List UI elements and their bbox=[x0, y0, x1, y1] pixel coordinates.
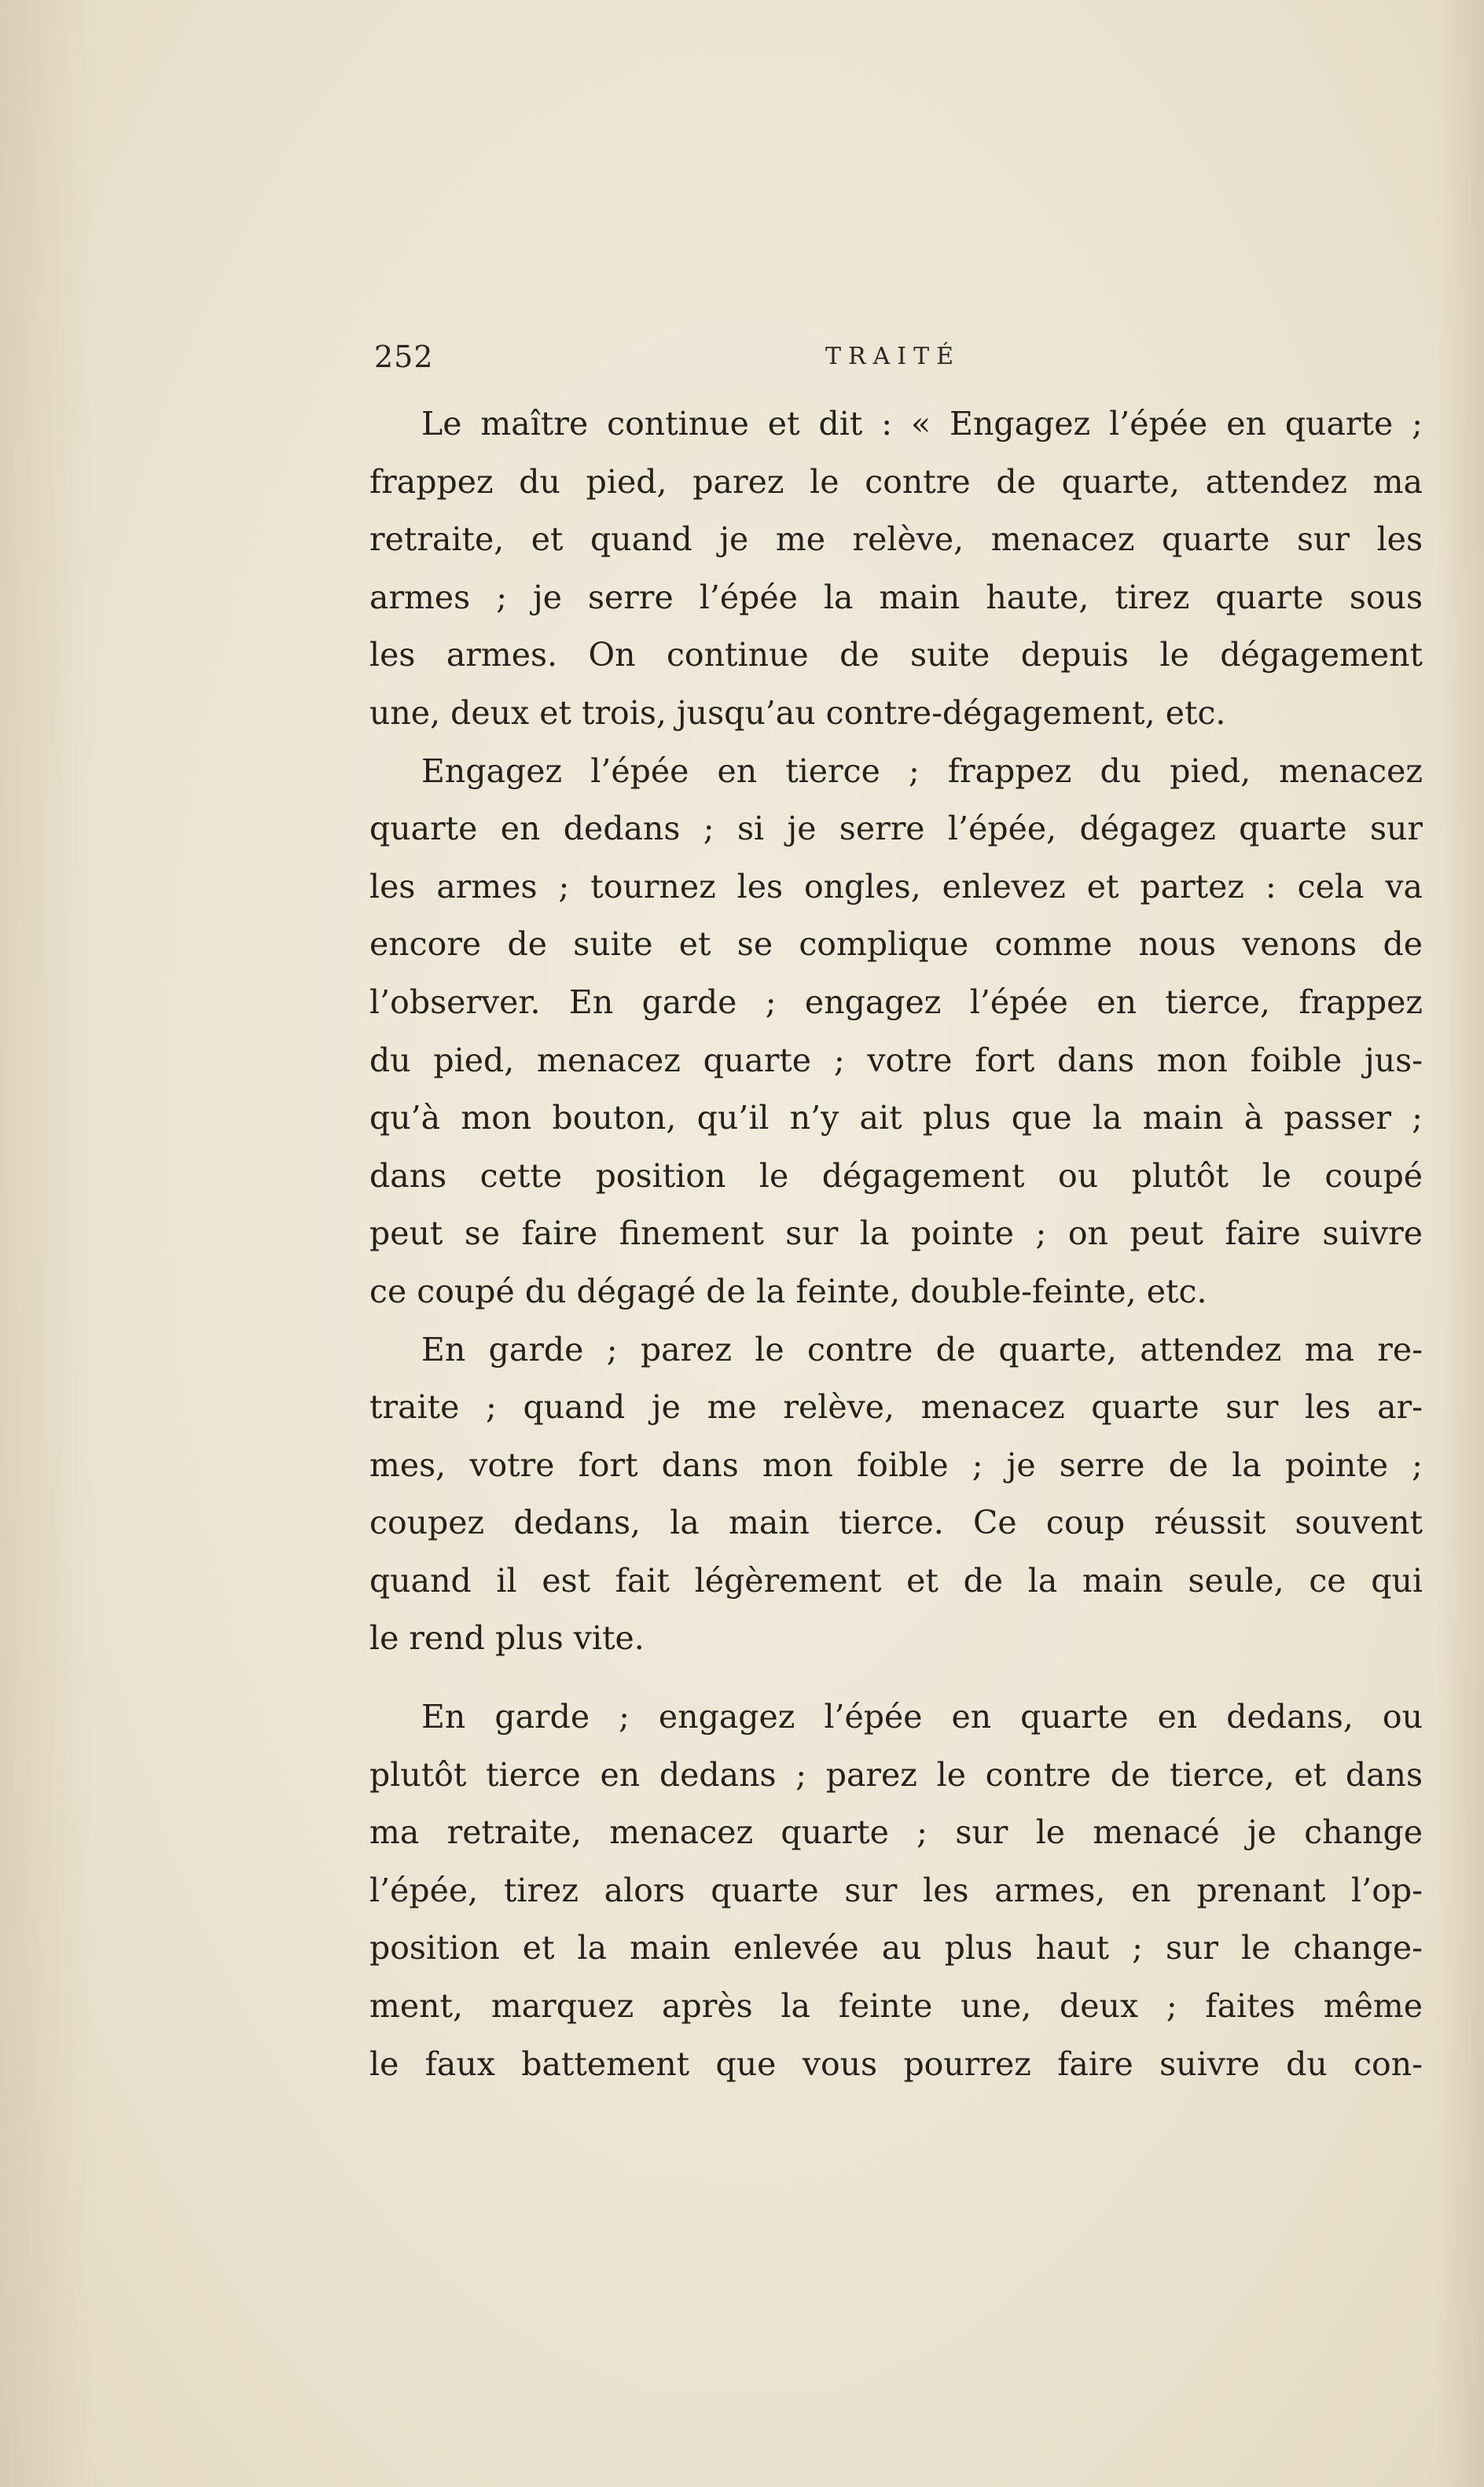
paragraph-1 bbox=[369, 395, 1423, 743]
text-line: peut se faire finement sur la pointe ; on peut faire suivre bbox=[369, 1214, 1423, 1253]
text-line: encore de suite et se complique comme nous venons de bbox=[369, 925, 1423, 964]
paragraph-2 bbox=[369, 743, 1423, 1321]
text-line: ment, marquez après la feinte une, deux ; faites même bbox=[369, 1987, 1423, 2026]
text-line: En garde ; engagez l’épée en quarte en dedans, ou bbox=[421, 1698, 1423, 1736]
text-line: une, deux et trois, jusqu’au contre-dégagement, etc. bbox=[369, 693, 1226, 732]
text-line: l’épée, tirez alors quarte sur les armes, en prenant l’op- bbox=[369, 1871, 1423, 1909]
text-line: ce coupé du dégagé de la feinte, double-feinte, etc. bbox=[369, 1272, 1207, 1310]
text-line: coupez dedans, la main tierce. Ce coup réussit souvent bbox=[369, 1504, 1423, 1542]
text-line: Engagez l’épée en tierce ; frappez du pied, menacez bbox=[421, 751, 1423, 790]
body-text bbox=[369, 395, 1423, 2093]
text-line: l’observer. En garde ; engagez l’épée en tierce, frappez bbox=[369, 983, 1423, 1021]
text-line: dans cette position le dégagement ou plutôt le coupé bbox=[369, 1156, 1423, 1195]
text-line: quarte en dedans ; si je serre l’épée, dégagez quarte sur bbox=[369, 810, 1423, 848]
text-line: les armes ; tournez les ongles, enlevez et partez : cela va bbox=[369, 867, 1423, 906]
text-line: mes, votre fort dans mon foible ; je serre de la pointe ; bbox=[369, 1446, 1423, 1484]
text-line: retraite, et quand je me relève, menacez quarte sur les bbox=[369, 520, 1423, 559]
text-line: les armes. On continue de suite depuis le dégagement bbox=[369, 636, 1423, 674]
text-line: armes ; je serre l’épée la main haute, tirez quarte sous bbox=[369, 578, 1423, 616]
page-header bbox=[369, 340, 1423, 387]
text-line: position et la main enlevée au plus haut ; sur le change- bbox=[369, 1929, 1423, 1967]
page-number: 252 bbox=[374, 340, 434, 374]
running-title: TRAITÉ bbox=[825, 343, 961, 370]
text-line: du pied, menacez quarte ; votre fort dans mon foible jus- bbox=[369, 1041, 1423, 1079]
text-line: ma retraite, menacez quarte ; sur le menacé je change bbox=[369, 1813, 1423, 1852]
text-line: frappez du pied, parez le contre de quarte, attendez ma bbox=[369, 462, 1423, 501]
text-line: En garde ; parez le contre de quarte, attendez ma re- bbox=[421, 1330, 1423, 1368]
paragraph-3 bbox=[369, 1321, 1423, 1669]
text-line: Le maître continue et dit : « Engagez l’épée en quarte ; bbox=[421, 405, 1423, 443]
text-line: traite ; quand je me relève, menacez quarte sur les ar- bbox=[369, 1388, 1423, 1427]
text-line: quand il est fait légèrement et de la main seule, ce qui bbox=[369, 1561, 1423, 1600]
paragraph-4 bbox=[369, 1688, 1423, 2093]
text-line: plutôt tierce en dedans ; parez le contre de tierce, et dans bbox=[369, 1755, 1423, 1794]
text-line: qu’à mon bouton, qu’il n’y ait plus que la main à passer ; bbox=[369, 1099, 1423, 1137]
text-line: le rend plus vite. bbox=[369, 1619, 645, 1658]
text-line: le faux battement que vous pourrez faire suivre du con- bbox=[369, 2044, 1423, 2083]
